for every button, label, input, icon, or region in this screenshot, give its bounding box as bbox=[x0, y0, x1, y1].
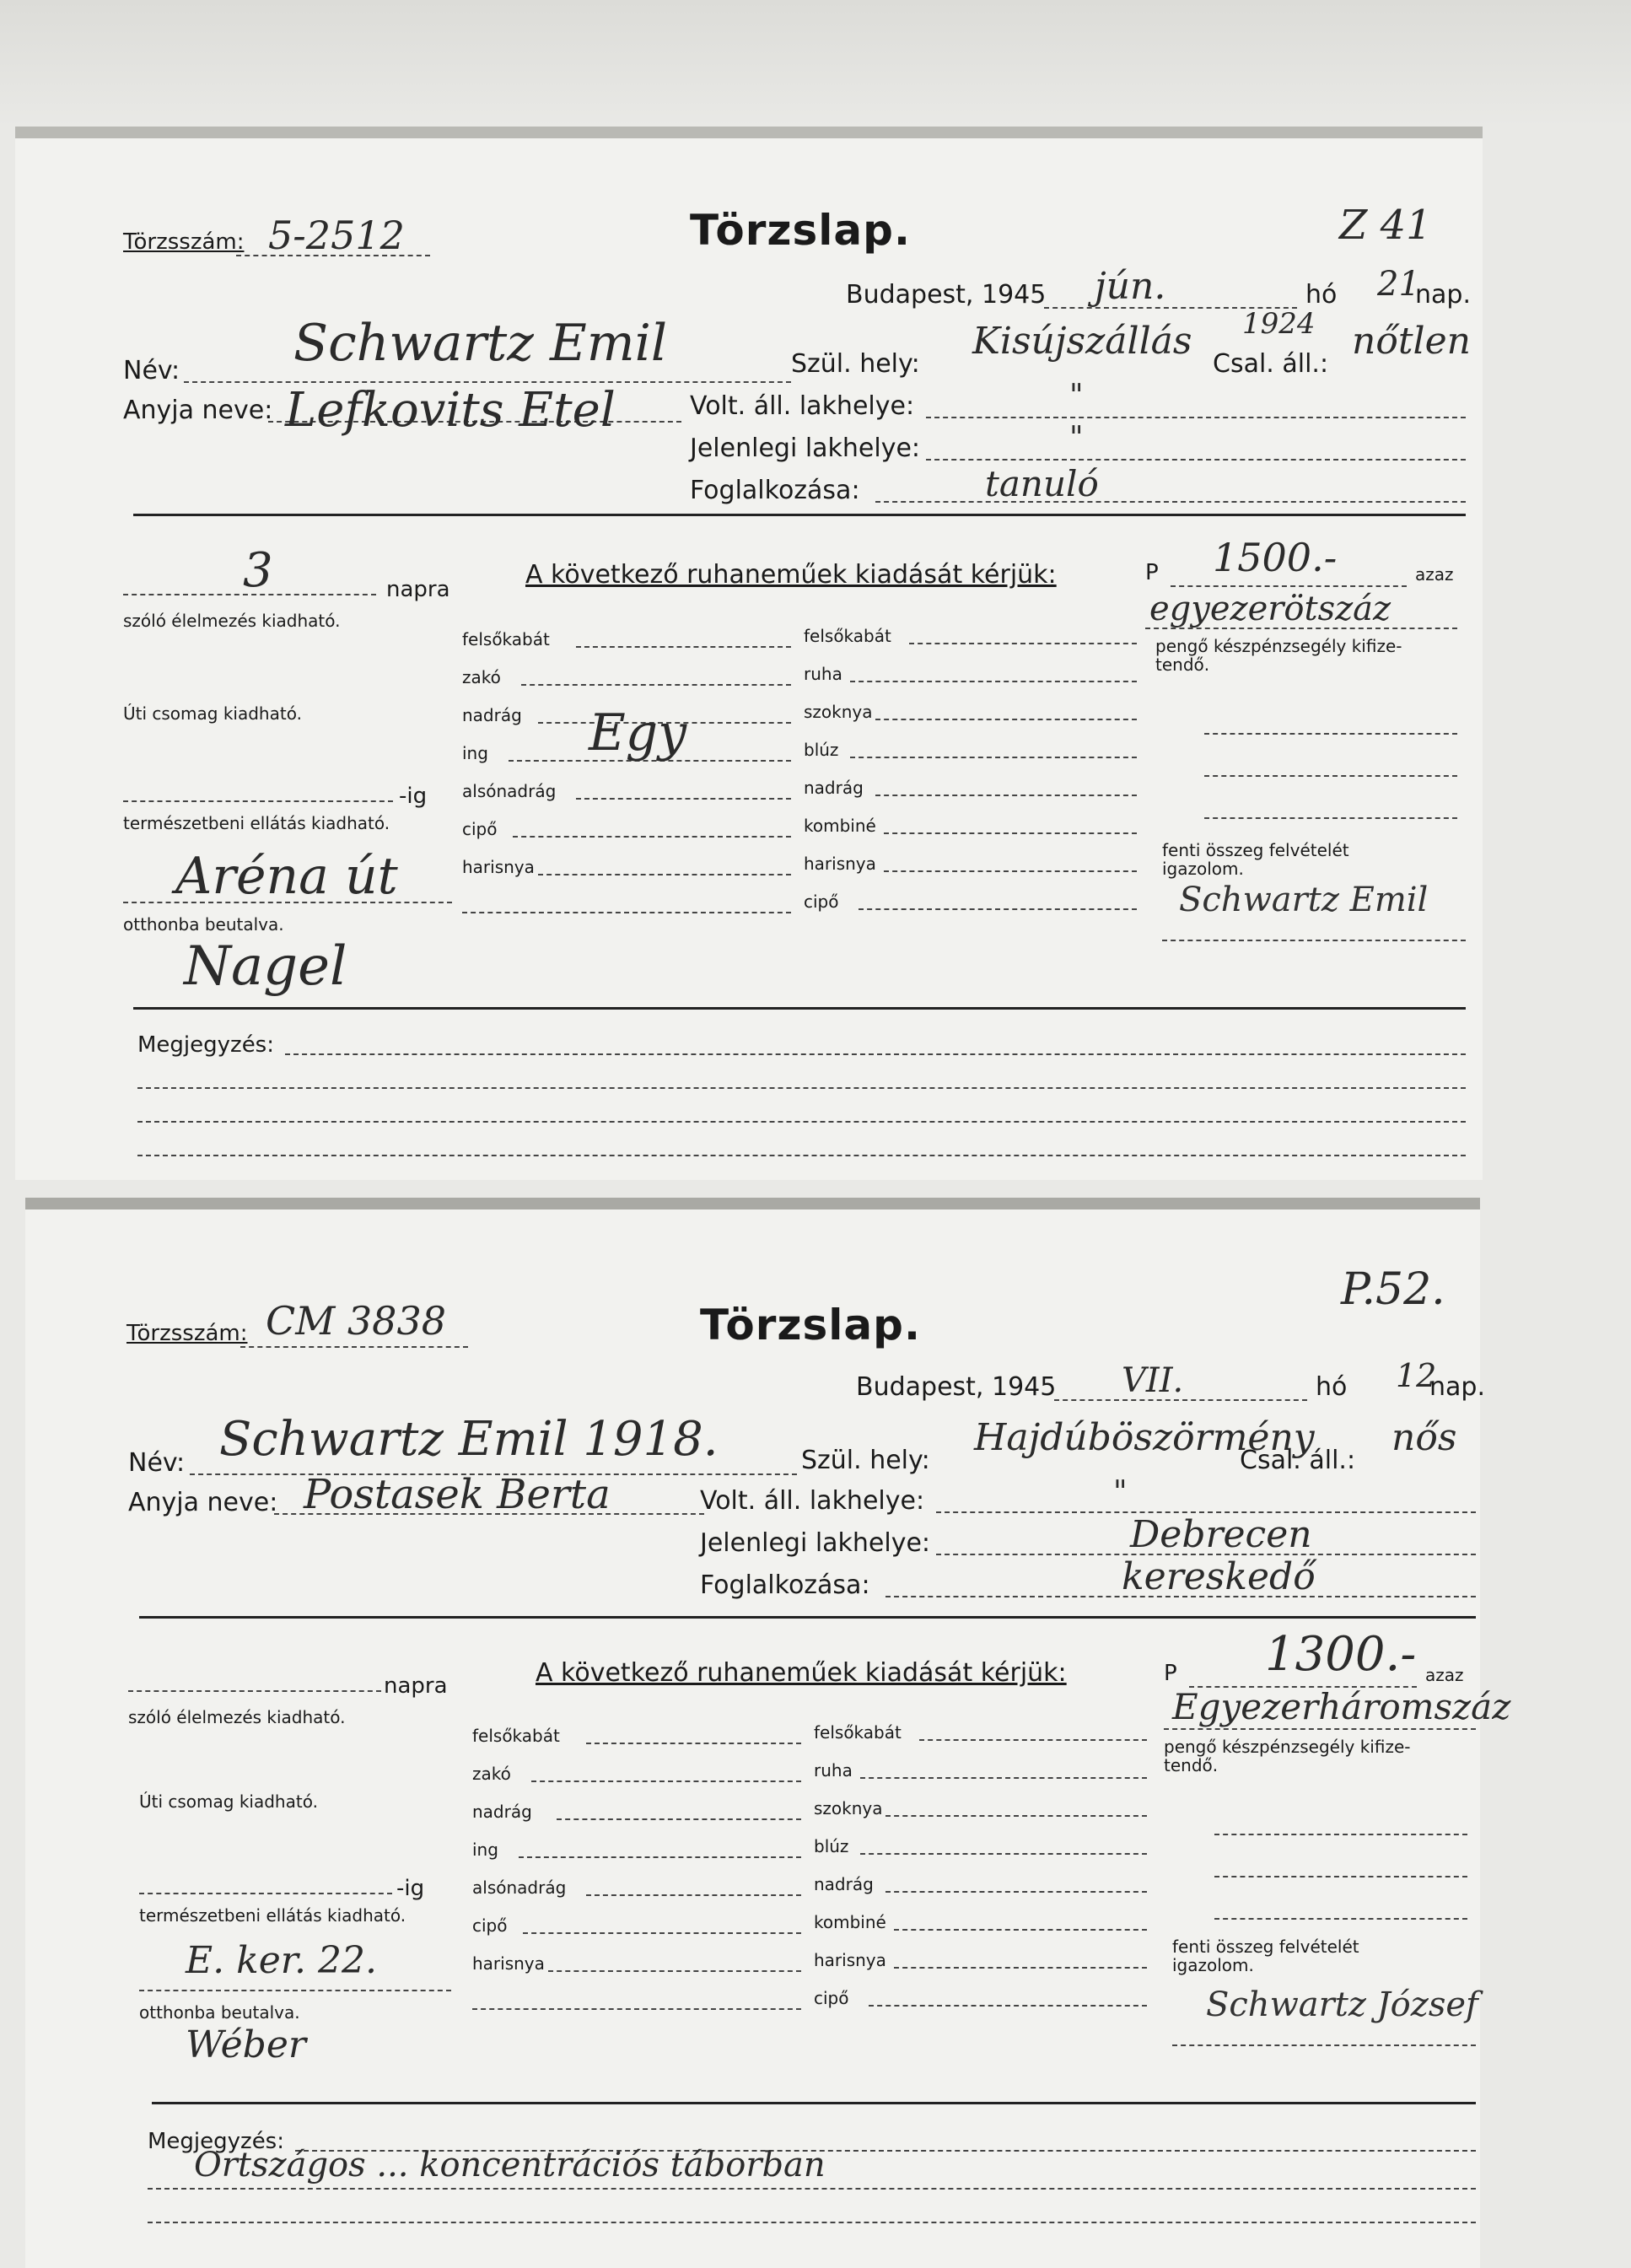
col1-item-1: felsőkabát bbox=[462, 629, 550, 649]
penzsegely-label: pengő készpénzsegély kifize- bbox=[1155, 636, 1402, 656]
igazolom-label: igazolom. bbox=[1172, 1955, 1254, 1975]
volt-lakhely-value: " bbox=[1069, 379, 1084, 413]
col2-item-4: blúz bbox=[814, 1836, 849, 1856]
city-year: Budapest, 1945 bbox=[856, 1372, 1057, 1402]
col1-item-3: nadrág bbox=[472, 1802, 532, 1822]
date-day: 12 bbox=[1396, 1357, 1437, 1394]
megjegyzes-label: Megjegyzés: bbox=[148, 2129, 284, 2154]
birth-year: 1924 bbox=[1242, 307, 1316, 341]
col2-item-5: nadrág bbox=[814, 1874, 874, 1894]
corner-note: P.52. bbox=[1341, 1264, 1445, 1315]
elelmezes-label: szóló élelmezés kiadható. bbox=[123, 611, 341, 631]
ho-label: hó bbox=[1305, 280, 1338, 310]
fenti-osszeg-label: fenti összeg felvételét bbox=[1172, 1937, 1359, 1957]
col1-item-3: nadrág bbox=[462, 705, 522, 725]
azaz-value: Egyezerháromszáz bbox=[1172, 1686, 1511, 1727]
ruhanemuek-heading: A következő ruhaneműek kiadását kérjük: bbox=[525, 560, 1057, 590]
termeszetbeni-value: Aréna út bbox=[175, 847, 398, 906]
napra-label: napra bbox=[386, 577, 450, 602]
ig-label: -ig bbox=[399, 784, 428, 809]
fenti-osszeg-label: fenti összeg felvételét bbox=[1162, 840, 1349, 860]
foglalkozas-value: tanuló bbox=[985, 463, 1099, 504]
col2-item-8: cipő bbox=[804, 892, 839, 912]
otthonba-value: Wéber bbox=[186, 2023, 306, 2066]
anyja-neve-label: Anyja neve: bbox=[123, 396, 273, 425]
napra-value: 3 bbox=[243, 543, 273, 598]
city-year: Budapest, 1945 bbox=[846, 280, 1047, 310]
col1-item-7: harisnya bbox=[462, 857, 535, 877]
p-value: 1300.- bbox=[1265, 1627, 1417, 1682]
csal-all-value: nőtlen bbox=[1352, 320, 1471, 363]
ing-value: Egy bbox=[589, 703, 687, 762]
uti-csomag-label: Úti csomag kiadható. bbox=[139, 1791, 318, 1812]
col1-item-5: alsónadrág bbox=[462, 781, 557, 801]
tendo-label: tendő. bbox=[1164, 1755, 1219, 1775]
csal-all-value: nős bbox=[1391, 1416, 1457, 1459]
record-card-2 bbox=[25, 1198, 1511, 2268]
termeszetbeni-label: természetbeni ellátás kiadható. bbox=[123, 813, 390, 833]
ho-label: hó bbox=[1316, 1372, 1348, 1402]
napra-label: napra bbox=[384, 1673, 448, 1699]
p-value: 1500.- bbox=[1213, 535, 1338, 580]
azaz-label: azaz bbox=[1415, 564, 1454, 585]
foglalkozas-value: kereskedő bbox=[1122, 1555, 1316, 1598]
nap-label: nap. bbox=[1415, 280, 1471, 310]
torzsszam-value: CM 3838 bbox=[266, 1298, 446, 1344]
record-card-1 bbox=[15, 127, 1483, 1180]
otthonba-label: otthonba beutalva. bbox=[139, 2002, 300, 2023]
termeszetbeni-label: természetbeni ellátás kiadható. bbox=[139, 1905, 406, 1926]
nev-value: Schwartz Emil bbox=[293, 314, 668, 373]
col2-item-2: ruha bbox=[814, 1760, 853, 1780]
nev-label: Név: bbox=[128, 1448, 186, 1478]
card-title: Törzslap. bbox=[700, 1301, 921, 1349]
foglalkozasa-label: Foglalkozása: bbox=[700, 1570, 870, 1600]
szul-hely-label: Szül. hely: bbox=[801, 1446, 930, 1475]
card-title: Törzslap. bbox=[690, 206, 911, 255]
nap-label: nap. bbox=[1429, 1372, 1485, 1402]
penzsegely-label: pengő készpénzsegély kifize- bbox=[1164, 1737, 1411, 1757]
col2-item-3: szoknya bbox=[814, 1798, 883, 1818]
jelenlegi-lakhely-value: " bbox=[1069, 421, 1084, 455]
torzsszam-value: 5-2512 bbox=[268, 213, 405, 258]
signature: Schwartz Emil bbox=[1179, 881, 1429, 919]
date-month: VII. bbox=[1122, 1361, 1184, 1400]
otthonba-label: otthonba beutalva. bbox=[123, 914, 284, 935]
igazolom-label: igazolom. bbox=[1162, 859, 1244, 879]
scan-top-edge bbox=[0, 0, 1631, 127]
col1-item-6: cipő bbox=[462, 819, 498, 839]
torzsszam-label: Törzsszám: bbox=[126, 1321, 248, 1346]
foglalkozasa-label: Foglalkozása: bbox=[690, 476, 860, 505]
csal-all-label: Csal. áll.: bbox=[1213, 349, 1329, 379]
termeszetbeni-value: E. ker. 22. bbox=[186, 1939, 377, 1982]
volt-lakhely-label: Volt. áll. lakhelye: bbox=[690, 391, 915, 421]
szul-hely-value: Kisújszállás bbox=[972, 320, 1192, 363]
col1-item-6: cipő bbox=[472, 1915, 508, 1936]
col1-item-7: harisnya bbox=[472, 1953, 545, 1974]
nev-value: Schwartz Emil 1918. bbox=[219, 1412, 719, 1467]
otthonba-value: Nagel bbox=[184, 935, 347, 998]
jelenlegi-lakhely-label: Jelenlegi lakhelye: bbox=[700, 1528, 931, 1558]
col1-item-2: zakó bbox=[472, 1764, 511, 1784]
signature: Schwartz József bbox=[1206, 1985, 1478, 2024]
anyja-neve-value: Postasek Berta bbox=[304, 1471, 611, 1518]
col2-item-5: nadrág bbox=[804, 778, 864, 798]
col1-item-4: ing bbox=[472, 1840, 498, 1860]
col2-item-4: blúz bbox=[804, 740, 839, 760]
col2-item-3: szoknya bbox=[804, 702, 873, 722]
col2-item-7: harisnya bbox=[814, 1950, 886, 1970]
csal-all-label: Csal. áll.: bbox=[1240, 1446, 1356, 1475]
megjegyzes-value: Ortszágos ... koncentrációs táborban bbox=[194, 2146, 826, 2184]
corner-note: Z 41 bbox=[1339, 202, 1432, 249]
ruhanemuek-heading: A következő ruhaneműek kiadását kérjük: bbox=[536, 1658, 1067, 1688]
azaz-label: azaz bbox=[1425, 1665, 1464, 1685]
date-day: 21 bbox=[1377, 265, 1420, 304]
szul-hely-value: Hajdúböszörmény bbox=[974, 1416, 1315, 1459]
nev-label: Név: bbox=[123, 356, 180, 385]
jelenlegi-lakhely-value: Debrecen bbox=[1130, 1513, 1312, 1556]
col1-item-1: felsőkabát bbox=[472, 1726, 560, 1746]
torzsszam-label: Törzsszám: bbox=[123, 229, 245, 255]
col2-item-7: harisnya bbox=[804, 854, 876, 874]
ig-label: -ig bbox=[396, 1876, 425, 1901]
date-month: jún. bbox=[1095, 265, 1166, 308]
col2-item-1: felsőkabát bbox=[814, 1722, 902, 1743]
volt-lakhely-label: Volt. áll. lakhelye: bbox=[700, 1486, 925, 1516]
col2-item-8: cipő bbox=[814, 1988, 849, 2008]
volt-lakhely-value: " bbox=[1113, 1475, 1128, 1510]
azaz-value: egyezerötszáz bbox=[1149, 590, 1391, 628]
szul-hely-label: Szül. hely: bbox=[791, 349, 920, 379]
elelmezes-label: szóló élelmezés kiadható. bbox=[128, 1707, 346, 1727]
col2-item-1: felsőkabát bbox=[804, 626, 891, 646]
megjegyzes-label: Megjegyzés: bbox=[137, 1032, 274, 1058]
col2-item-6: kombiné bbox=[814, 1912, 886, 1932]
col1-item-4: ing bbox=[462, 743, 488, 763]
anyja-neve-value: Lefkovits Etel bbox=[285, 383, 616, 438]
jelenlegi-lakhely-label: Jelenlegi lakhelye: bbox=[690, 434, 921, 463]
p-label: P bbox=[1164, 1661, 1177, 1686]
anyja-neve-label: Anyja neve: bbox=[128, 1488, 278, 1517]
col2-item-6: kombiné bbox=[804, 816, 876, 836]
col2-item-2: ruha bbox=[804, 664, 842, 684]
p-label: P bbox=[1145, 560, 1159, 585]
uti-csomag-label: Úti csomag kiadható. bbox=[123, 703, 302, 724]
col1-item-2: zakó bbox=[462, 667, 501, 687]
tendo-label: tendő. bbox=[1155, 655, 1210, 675]
col1-item-5: alsónadrág bbox=[472, 1877, 567, 1898]
